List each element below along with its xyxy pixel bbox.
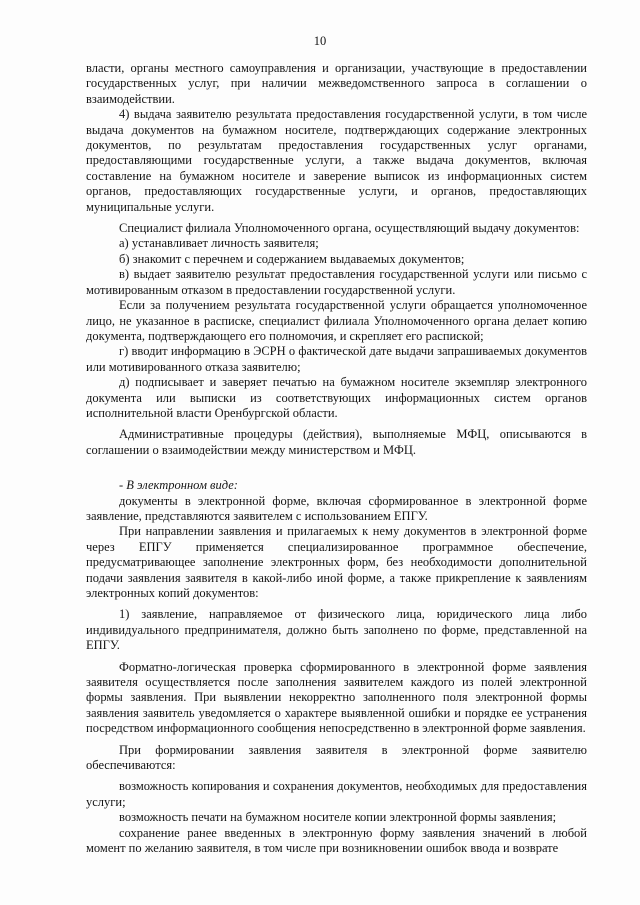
paragraph: При формировании заявления заявителя в электронной форме заявителю обеспечиваются:: [86, 742, 587, 773]
list-item: 1) заявление, направляемое от физического лица, юридического лица либо индивидуального предпринимателя, должно быть заполнено по форме, представленной на ЕПГУ.: [86, 607, 587, 653]
list-item: возможность копирования и сохранения документов, необходимых для предоставления услуги;: [86, 779, 587, 809]
list-item: возможность печати на бумажном носителе копии электронной формы заявления;: [119, 810, 557, 825]
list-item: сохранение ранее введенных в электронную форму заявления значений в любой момент по желанию заявителя, в том числе при возникновении ошибок ввода и возврате: [86, 825, 587, 856]
paragraph: документы в электронной форме, включая сформированное в электронной форме заявление, представляются заявителем с использованием ЕПГУ.: [86, 493, 587, 523]
section-heading: - В электронном виде:: [119, 478, 238, 493]
page-number: 10: [313, 34, 327, 48]
list-item: г) вводит информацию в ЭСРН о фактической дате выдачи запрашиваемых документов или мотивированного отказа заявителю;: [86, 344, 587, 374]
paragraph: Форматно-логическая проверка сформированного в электронной форме заявления заявителя осуществляется после заполнения заявителем каждого из полей электронной формы заявления. При выявлении некорректно заполненного поля электронной формы заявления заявитель уведомляется о характере выявленной ошибки и порядке ее устранения посредством информационного сообщения непосредственно в электронной форме заявления.: [86, 659, 587, 736]
list-item: в) выдает заявителю результат предоставления государственной услуги или письмо с мотивированным отказом в предоставлении государственной услуги.: [86, 267, 587, 297]
paragraph: Специалист филиала Уполномоченного органа, осуществляющий выдачу документов:: [119, 221, 580, 236]
paragraph: 4) выдача заявителю результата предоставления государственной услуги, в том числе выдача документов на бумажном носителе, подтверждающих содержание электронных документов, по результатам предоставления государственных услуг органами, предоставляющими государственные услуги, а также выдача документов, включая составление на бумажном носителе и заверение выписок из информационных систем органов, предоставляющих государственные услуги, и органов, предоставляющих муниципальные услуги.: [86, 107, 587, 214]
paragraph: При направлении заявления и прилагаемых к нему документов в электронной форме через ЕПГУ применяется специализированное программное обеспечение, предусматривающее заполнение электронных форм, без необходимости дополнительной подачи заявления заявителя в какой-либо иной форме, а также прикрепление к заявлениям электронных копий документов:: [86, 524, 587, 600]
list-item: б) знакомит с перечнем и содержанием выдаваемых документов;: [119, 251, 465, 266]
list-item: д) подписывает и заверяет печатью на бумажном носителе экземпляр электронного документа или выписки из соответствующих информационных систем органов исполнительной власти Оренбургской области.: [86, 375, 587, 420]
list-item: а) устанавливает личность заявителя;: [119, 236, 319, 251]
paragraph: власти, органы местного самоуправления и организации, участвующие в предоставлении государственных услуг, при наличии межведомственного запроса в соглашении о взаимодействии.: [86, 61, 587, 106]
document-body: [86, 61, 587, 857]
paragraph: Если за получением результата государственной услуги обращается уполномоченное лицо, не указанное в расписке, специалист филиала Уполномоченного органа делает копию документа, подтверждающего его полномочия, и скрепляет его распиской;: [86, 298, 587, 343]
paragraph: Административные процедуры (действия), выполняемые МФЦ, описываются в соглашении о взаимодействии между министерством и МФЦ.: [86, 427, 587, 457]
